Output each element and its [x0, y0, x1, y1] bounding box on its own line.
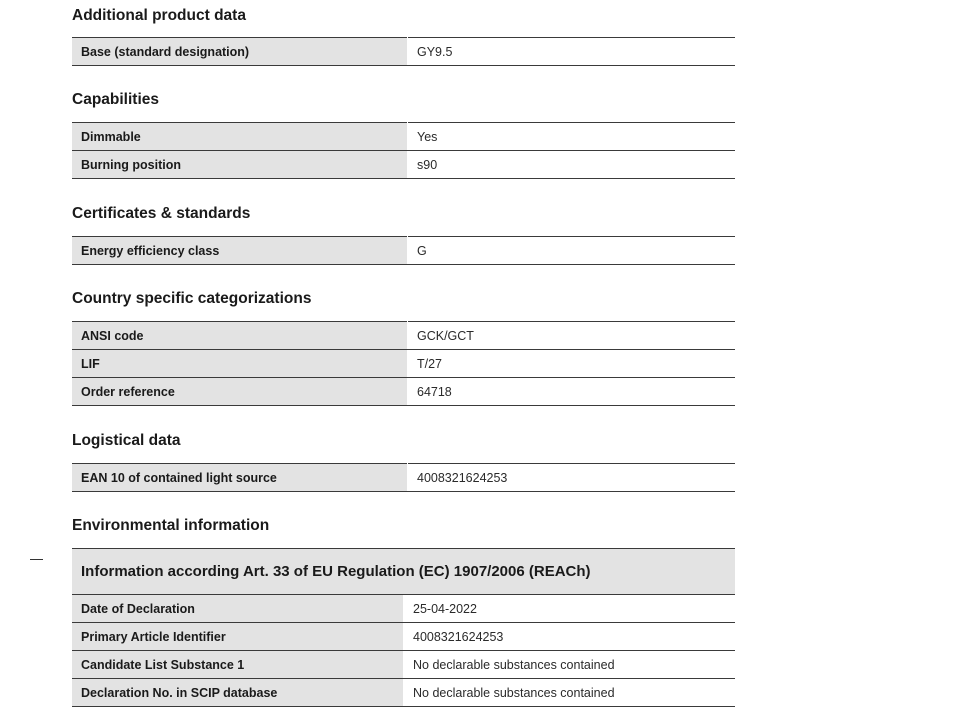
spec-table — [72, 548, 735, 707]
table-row — [72, 350, 735, 378]
row-value: GCK/GCT — [408, 322, 736, 350]
section-environmental-information — [72, 515, 735, 707]
spec-table — [72, 122, 735, 179]
table-row — [72, 38, 735, 66]
table-row — [72, 595, 735, 623]
section-additional-product-data — [72, 5, 735, 66]
table-row — [72, 123, 735, 151]
row-value: 25-04-2022 — [404, 595, 736, 623]
spec-table — [72, 463, 735, 492]
row-label: LIF — [72, 350, 408, 378]
section-certificates-standards — [72, 203, 735, 265]
row-value: No declarable substances contained — [404, 651, 736, 679]
row-label: ANSI code — [72, 322, 408, 350]
section-logistical-data — [72, 430, 735, 492]
section-title: Country specific categorizations — [72, 290, 312, 307]
margin-dash-mark — [30, 559, 43, 560]
section-title: Capabilities — [72, 91, 159, 108]
table-row — [72, 322, 735, 350]
spec-table — [72, 37, 735, 66]
row-value: GY9.5 — [408, 38, 736, 66]
row-label: Dimmable — [72, 123, 408, 151]
table-row — [72, 464, 735, 492]
row-label: Burning position — [72, 151, 408, 179]
table-row — [72, 378, 735, 406]
section-country-specific-categorizations — [72, 288, 735, 406]
table-row — [72, 151, 735, 179]
row-value: 4008321624253 — [408, 464, 736, 492]
table-row — [72, 651, 735, 679]
row-value: Yes — [408, 123, 736, 151]
row-value: 4008321624253 — [404, 623, 736, 651]
section-title: Environmental information — [72, 517, 270, 534]
row-value: No declarable substances contained — [404, 679, 736, 707]
row-label: EAN 10 of contained light source — [72, 464, 408, 492]
section-title: Logistical data — [72, 432, 181, 449]
row-label: Base (standard designation) — [72, 38, 408, 66]
row-label: Energy efficiency class — [72, 237, 408, 265]
spec-table — [72, 236, 735, 265]
table-row — [72, 623, 735, 651]
table-row — [72, 679, 735, 707]
section-title: Additional product data — [72, 7, 246, 24]
row-value: s90 — [408, 151, 736, 179]
section-title: Certificates & standards — [72, 205, 251, 222]
spec-table — [72, 321, 735, 406]
row-value: G — [408, 237, 736, 265]
row-value: 64718 — [408, 378, 736, 406]
row-label: Candidate List Substance 1 — [72, 651, 404, 679]
table-row — [72, 237, 735, 265]
row-label: Primary Article Identifier — [72, 623, 404, 651]
section-capabilities — [72, 89, 735, 179]
table-header-row — [72, 549, 735, 595]
row-value: T/27 — [408, 350, 736, 378]
row-label: Declaration No. in SCIP database — [72, 679, 404, 707]
row-label: Order reference — [72, 378, 408, 406]
row-label: Date of Declaration — [72, 595, 404, 623]
reach-header: Information according Art. 33 of EU Regulation (EC) 1907/2006 (REACh) — [72, 549, 735, 595]
